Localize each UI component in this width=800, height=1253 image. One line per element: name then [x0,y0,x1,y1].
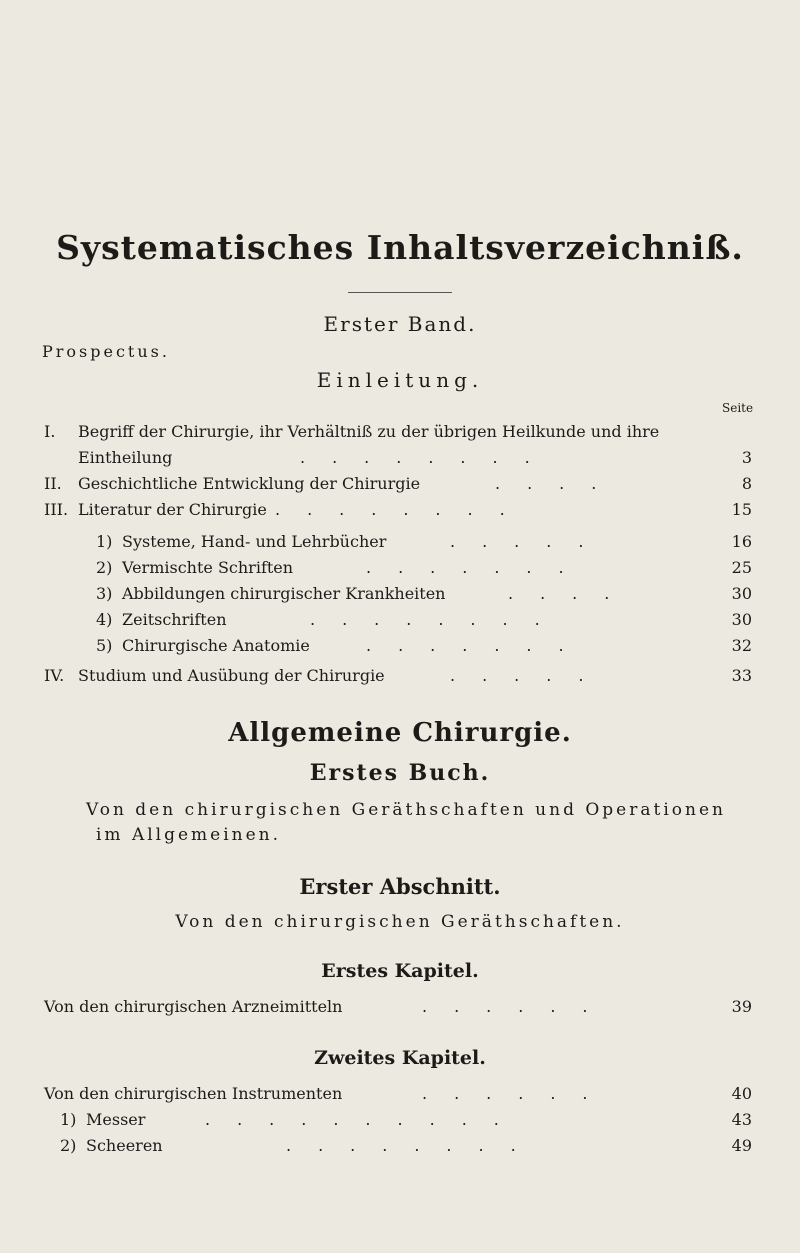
leader-dots: .... [495,474,624,493]
entry-text: Von den chirurgischen Arzneimitteln [44,997,343,1016]
page-number: 30 [731,610,752,629]
kapitel-2-heading: Zweites Kapitel. [314,1047,486,1069]
entry-number: 4) [96,610,113,629]
entry-text: Vermischte Schriften [122,558,294,577]
entry-text: Messer [86,1110,146,1129]
entry-number: III. [44,500,69,519]
seite-column-header: Seite [722,401,754,415]
kapitel-1-heading: Erstes Kapitel. [321,960,479,982]
leader-dots: ..... [450,666,611,685]
entry-text: Studium und Ausübung der Chirurgie [78,666,385,685]
page-number: 40 [731,1084,752,1103]
entry-number: 2) [96,558,113,577]
leader-dots: ........ [310,610,567,629]
einleitung-heading: Einleitung. [316,368,484,392]
entry-number: 1) [96,532,113,551]
entry-text: Geschichtliche Entwicklung der Chirurgie [78,474,421,493]
entry-number: II. [44,474,62,493]
leader-dots: ..... [450,532,611,551]
entry-text: Abbildungen chirurgischer Krankheiten [122,584,446,603]
entry-number: 5) [96,636,113,655]
leader-dots: ....... [366,558,591,577]
entry-text: Chirurgische Anatomie [122,636,310,655]
page-number: 3 [741,448,752,467]
erstes-buch-heading: Erstes Buch. [309,760,491,786]
entry-text: Zeitschriften [122,610,227,629]
page-number: 25 [731,558,752,577]
page-number: 8 [741,474,752,493]
leader-dots: ...... [422,1084,615,1103]
buch-subtitle: Von den chirurgischen Geräthschaften und Operationen [86,800,726,820]
page-title: Systematisches Inhaltsverzeichniß. [56,228,744,267]
prospectus-label: Prospectus. [42,342,170,361]
entry-number: 3) [96,584,113,603]
erster-abschnitt-heading: Erster Abschnitt. [299,874,501,899]
entry-text: Literatur der Chirurgie [78,500,267,519]
leader-dots: ....... [366,636,591,655]
entry-number: I. [44,422,56,441]
page-number: 16 [731,532,752,551]
entry-text: Begriff der Chirurgie, ihr Verhältniß zu der übrigen Heilkunde und ihre [78,422,660,441]
leader-dots: ...... [422,997,615,1016]
page-number: 43 [731,1110,752,1129]
entry-number: 2) [60,1136,77,1155]
entry-text: Systeme, Hand- und Lehrbücher [122,532,387,551]
entry-text: Von den chirurgischen Instrumenten [44,1084,343,1103]
leader-dots: ........ [286,1136,543,1155]
title-rule [348,292,452,293]
entry-number: IV. [44,666,65,685]
page-number: 30 [731,584,752,603]
page-number: 33 [731,666,752,685]
leader-dots: .......... [205,1110,526,1129]
leader-dots: ........ [300,448,557,467]
leader-dots: ........ [275,500,532,519]
leader-dots: .... [508,584,637,603]
entry-number: 1) [60,1110,77,1129]
entry-text-cont: Eintheilung [78,448,173,467]
buch-subtitle-cont: im Allgemeinen. [96,825,282,845]
page-number: 15 [731,500,752,519]
page-number: 39 [731,997,752,1016]
page-number: 32 [731,636,752,655]
allgemeine-chirurgie-heading: Allgemeine Chirurgie. [228,718,572,748]
entry-text: Scheeren [86,1136,163,1155]
abschnitt-subtitle: Von den chirurgischen Geräthschaften. [175,912,625,932]
page-number: 49 [731,1136,752,1155]
band-heading: Erster Band. [323,312,477,336]
